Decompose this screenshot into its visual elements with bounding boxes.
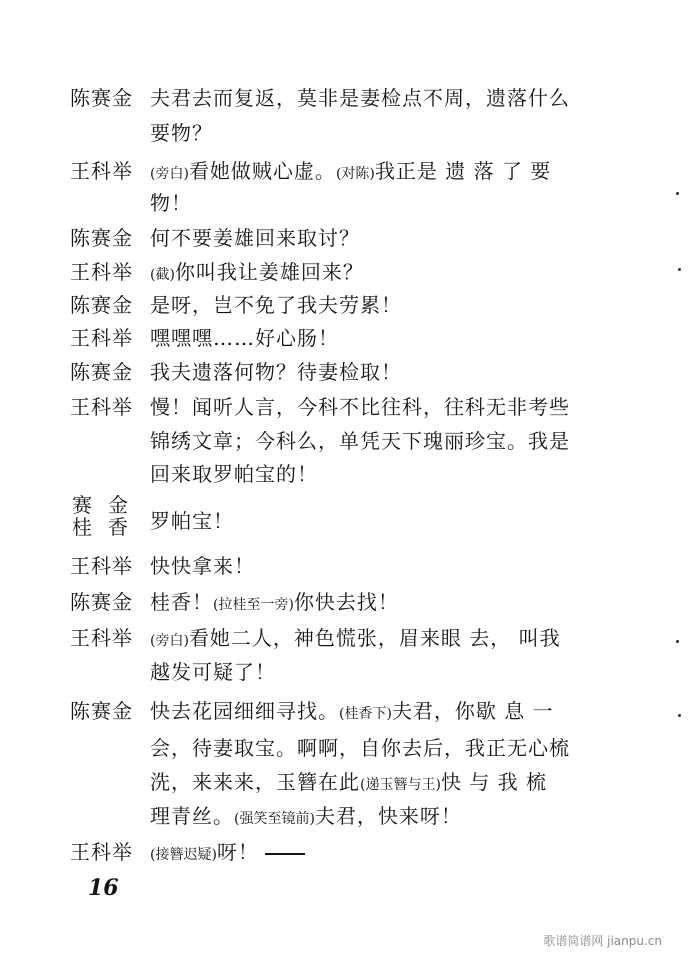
dialogue-text: 洗，来来来，玉簪在此(递玉簪与王)快 与 我 梳	[150, 770, 548, 794]
scan-speck	[676, 640, 679, 643]
dialogue-text: 是呀，岂不免了我夫劳累！	[150, 293, 402, 317]
dialogue-line	[0, 494, 690, 540]
dialogue-text: 回来取罗帕宝的！	[150, 462, 318, 486]
dialogue-line	[0, 656, 690, 696]
dialogue-line	[0, 586, 690, 626]
page-number: 16	[88, 875, 119, 901]
stage-direction: (拉桂至一旁)	[213, 597, 294, 613]
speaker-name: 王科举	[70, 159, 133, 183]
dialogue-text: 罗帕宝！	[150, 509, 234, 533]
dialogue-text: 锦绣文章；今科么，单凭天下瑰丽珍宝。我是	[150, 429, 570, 453]
speaker-name: 王科举	[70, 395, 133, 419]
dialogue-text: 桂香！(拉桂至一旁)你快去找！	[150, 590, 399, 614]
dialogue-text: (旁白)看她做贼心虚。(对陈)我正是 遗 落 了 要	[150, 159, 552, 183]
speaker-name: 赛金	[72, 493, 144, 517]
dialogue-line	[0, 800, 690, 840]
dialogue-line	[0, 458, 690, 498]
dialogue-text: 要物？	[150, 121, 213, 145]
dialogue-text: (接簪迟疑)呀！	[150, 836, 305, 865]
stage-direction: (强笑至镜前)	[234, 811, 315, 827]
dialogue-line	[0, 836, 690, 876]
scan-speck	[676, 192, 679, 195]
dash-mark	[265, 853, 305, 855]
dialogue-text: 夫君去而复返，莫非是妻检点不周，遗落什么	[150, 86, 570, 110]
dialogue-line	[0, 117, 690, 157]
dialogue-text: 快快拿来！	[150, 554, 255, 578]
dialogue-text: 何不要姜雄回来取讨？	[150, 226, 360, 250]
stage-direction: (递玉簪与王)	[360, 777, 441, 793]
dialogue-text: 嘿嘿嘿……好心肠！	[150, 326, 339, 350]
dialogue-text: (旁白)看她二人，神色慌张，眉来眼 去， 叫我	[150, 626, 561, 650]
stage-direction: (旁白)	[150, 166, 189, 182]
dialogue-text: 我夫遗落何物？待妻检取！	[150, 360, 402, 384]
dialogue-line	[0, 550, 690, 590]
dialogue-text: (截)你叫我让姜雄回来？	[150, 260, 364, 284]
watermark: 歌谱简谱网 jianpu.cn	[543, 934, 662, 948]
stage-direction: (接簪迟疑)	[150, 847, 217, 863]
dialogue-text: 快去花园细细寻找。(桂香下)夫君，你歇 息 一	[150, 699, 554, 723]
dialogue-text: 物！	[150, 191, 192, 215]
speaker-name: 陈赛金	[70, 86, 133, 110]
dialogue-text: 理青丝。(强笑至镜前)夫君，快来呀！	[150, 804, 462, 828]
stage-direction: (截)	[150, 267, 175, 283]
dialogue-line	[0, 187, 690, 227]
speaker-name: 王科举	[70, 554, 133, 578]
stage-direction: (桂香下)	[339, 706, 392, 722]
speaker-name: 陈赛金	[70, 293, 133, 317]
dialogue-line	[0, 82, 690, 122]
dialogue-text: 会，待妻取宝。啊啊，自你去后，我正无心梳	[150, 736, 570, 760]
stage-direction: (旁白)	[150, 633, 189, 649]
speaker-name: 陈赛金	[70, 590, 133, 614]
speaker-name: 陈赛金	[70, 699, 133, 723]
scan-speck	[678, 714, 681, 717]
dialogue-text: 慢！闻听人言，今科不比往科，往科无非考些	[150, 395, 570, 419]
speaker-name: 王科举	[70, 326, 133, 350]
speaker-name: 桂香	[72, 515, 144, 539]
speaker-name: 王科举	[70, 626, 133, 650]
speaker-name: 陈赛金	[70, 360, 133, 384]
speaker-name: 王科举	[70, 260, 133, 284]
speaker-name: 王科举	[70, 840, 133, 864]
dialogue-text: 越发可疑了！	[150, 660, 276, 684]
dialogue-line	[0, 356, 690, 396]
scan-speck	[678, 268, 681, 271]
stage-direction: (对陈)	[335, 166, 375, 182]
dialogue-line	[0, 695, 690, 735]
speaker-name: 陈赛金	[70, 226, 133, 250]
